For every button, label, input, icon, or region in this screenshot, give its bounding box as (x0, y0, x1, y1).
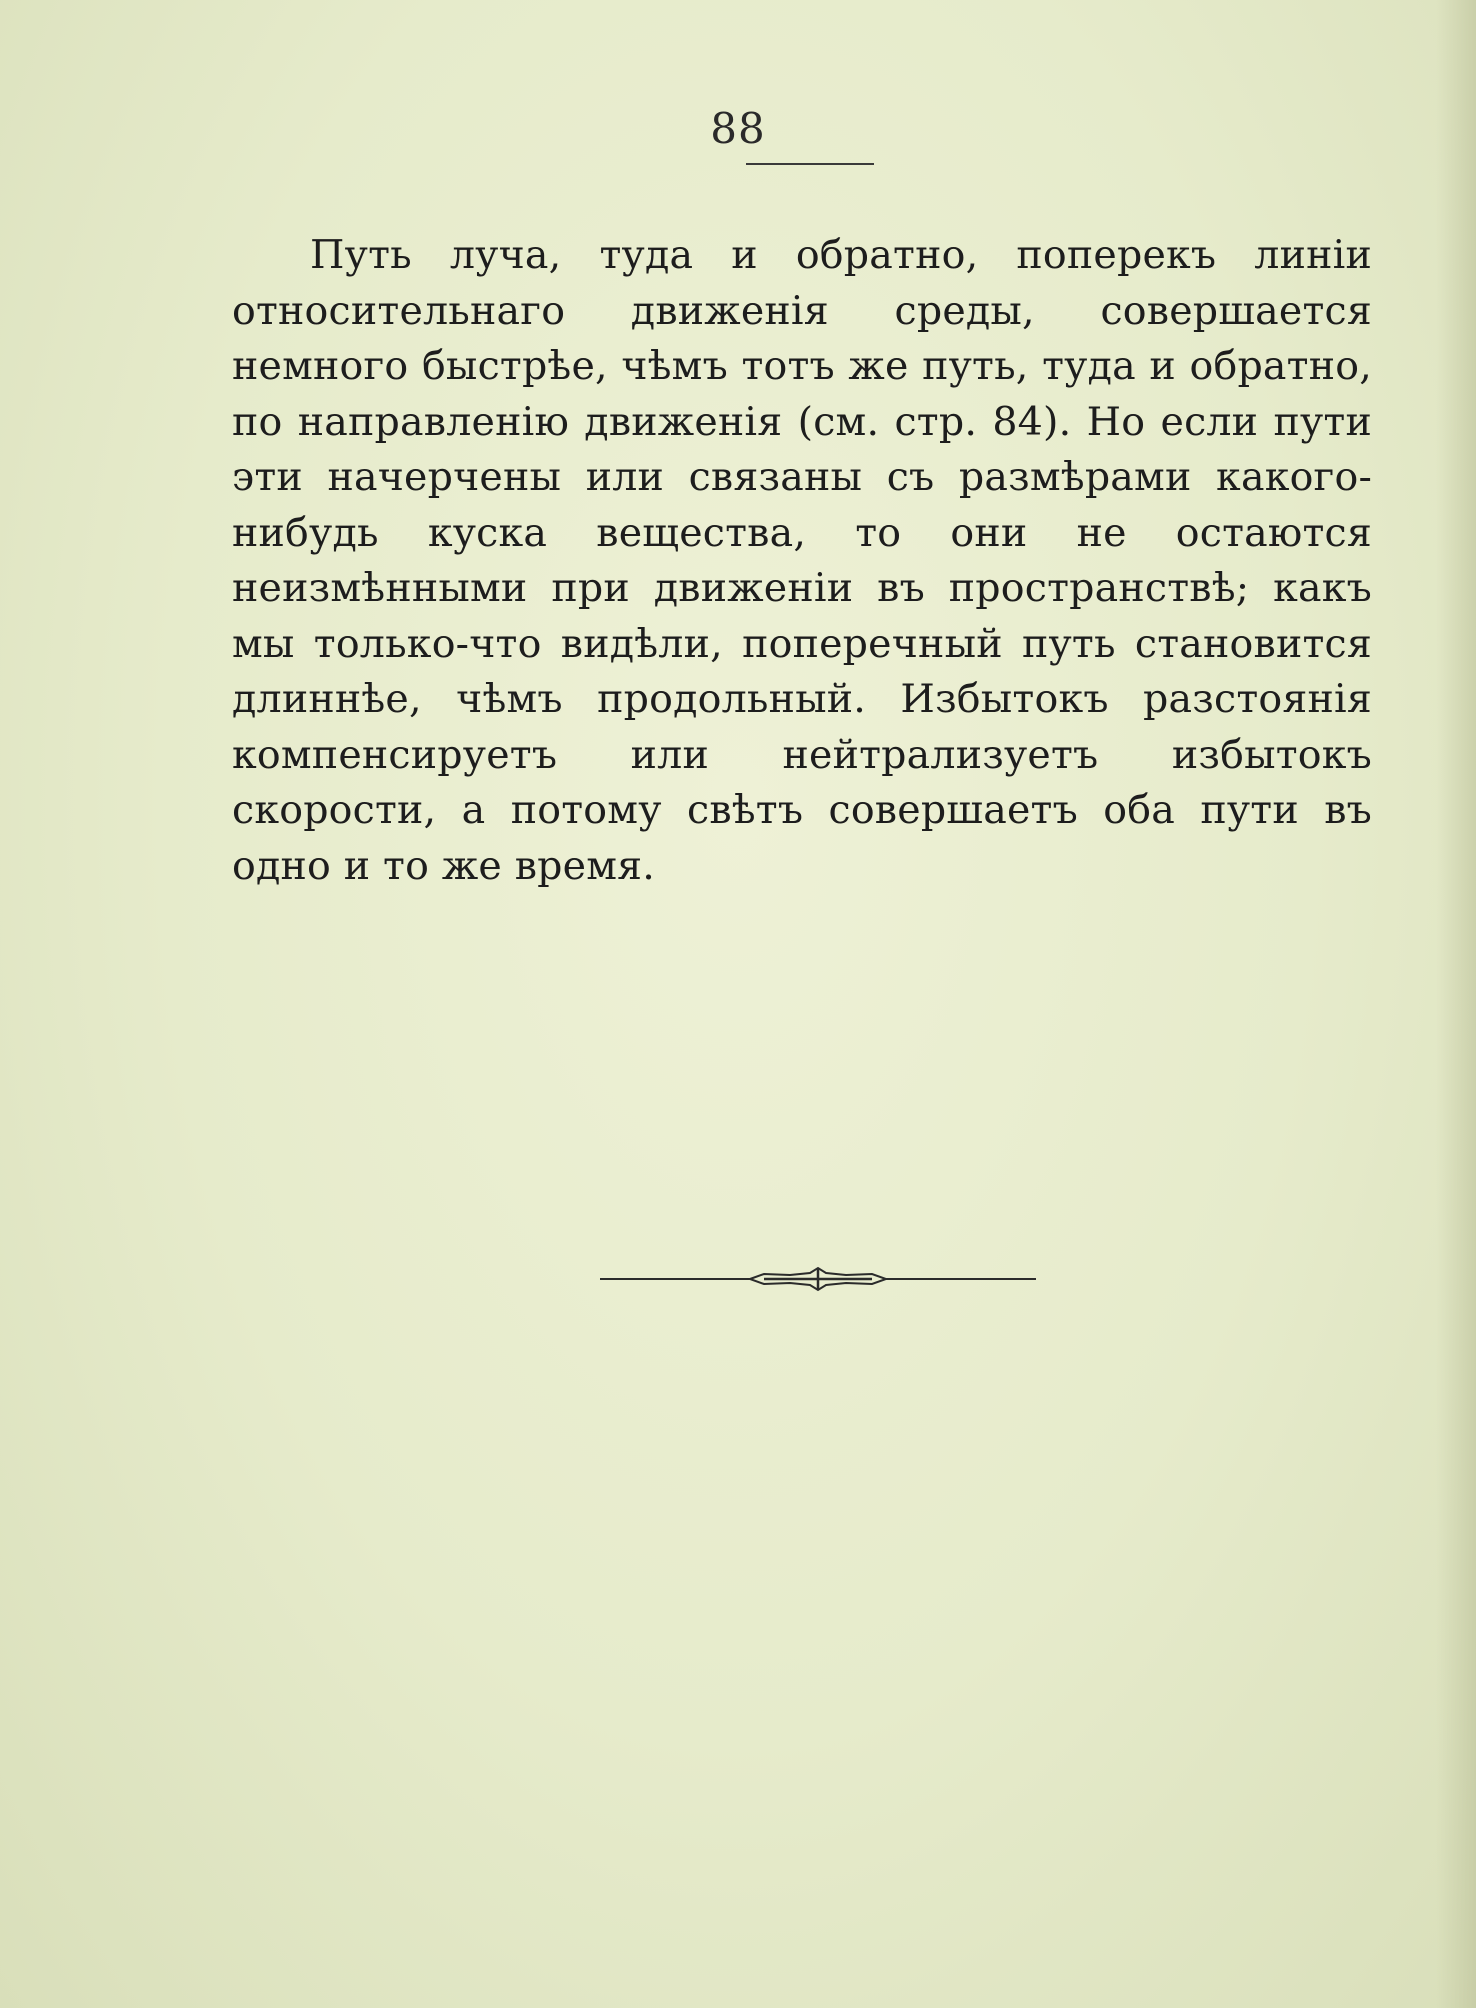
decorative-divider-icon (600, 1264, 1036, 1294)
page-edge-shadow (1436, 0, 1476, 2008)
body-paragraph: Путь луча, туда и обратно, поперекъ линіи относительнаго движенія среды, совершается немного быстрѣе, чѣмъ тотъ же путь, туда и обратно, по направленію движенія (см. стр. 84). Но если пути эти начерчены или связаны съ размѣрами какого-нибудь куска вещества, то они не остаются неизмѣнными при движеніи въ пространствѣ; какъ мы только-что видѣли, поперечный путь становится длиннѣе, чѣмъ продольный. Избытокъ разстоянія компенсируетъ или нейтрализуетъ избытокъ скорости, а потому свѣтъ совершаетъ оба пути въ одно и то же время. (232, 232, 1372, 889)
page-number: 88 (710, 104, 766, 153)
page-number-rule (746, 163, 874, 165)
